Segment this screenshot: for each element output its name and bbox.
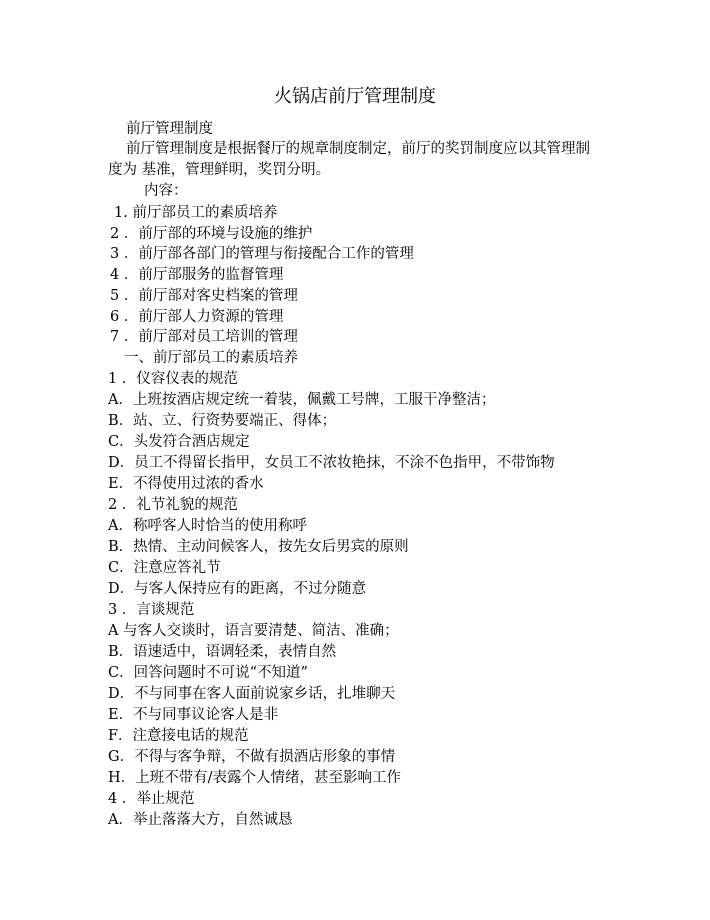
subtitle: 前厅管理制度 [126,121,213,137]
document-title: 火锅店前厅管理制度 [274,86,436,107]
list-item: 4 ．举止规范 [108,791,195,807]
list-item: H．上班不带有/表露个人情绪，甚至影响工作 [108,770,402,786]
toc-item: 4 ．前厅部服务的监督管理 [110,267,284,283]
list-item: C．回答问题时不可说“不知道” [108,665,308,681]
list-item: 2 ．礼节礼貌的规范 [108,497,238,513]
section-heading: 一、前厅部员工的素质培养 [124,350,298,366]
list-item: B．站、立、行资势要端正、得体； [108,413,337,429]
toc-item: 3 ．前厅部各部门的管理与衔接配合工作的管理 [110,246,414,262]
list-item: B．热情、主动问候客人，按先女后男宾的原则 [108,539,409,555]
list-item: B．语速适中，语调轻柔，表情自然 [108,644,337,660]
contents-label: 内容： [144,183,188,199]
list-item: C．注意应答礼节 [108,560,221,576]
intro-paragraph: 前厅管理制度是根据餐厅的规章制度制定，前厅的奖罚制度应以其管理制度为 基准，管理鲜明，奖罚分明。 [108,141,590,178]
list-item: A 与客人交谈时，语言要清楚、简洁、准确； [108,623,399,639]
toc-item: 2 ．前厅部的环境与设施的维护 [110,226,313,242]
list-item: A．举止落落大方，自然诚恳 [108,812,293,828]
list-item: D．不与同事在客人面前说家乡话，扎堆聊天 [108,686,396,702]
list-item: C．头发符合酒店规定 [108,434,250,450]
list-item: A．上班按酒店规定统一着装，佩戴工号牌，工服干净整洁； [108,392,496,408]
list-item: 1 ．仪容仪表的规范 [108,371,238,387]
list-item: E．不与同事议论客人是非 [108,707,279,723]
toc-item: 5 ．前厅部对客史档案的管理 [110,288,298,304]
list-item: G．不得与客争辩，不做有损酒店形象的事情 [108,749,396,765]
list-item: A．称呼客人时恰当的使用称呼 [108,518,307,534]
toc-item: 7 ．前厅部对员工培训的管理 [110,329,298,345]
list-item: D．与客人保持应有的距离，不过分随意 [108,581,367,597]
list-item: 3 ．言谈规范 [108,602,195,618]
list-item: E．不得使用过浓的香水 [108,476,264,492]
list-item: F．注意接电话的规范 [108,728,249,744]
toc-item: 6 ．前厅部人力资源的管理 [110,309,284,325]
toc-item: 1. 前厅部员工的素质培养 [114,205,278,221]
list-item: D．员工不得留长指甲，女员工不浓妆艳抹，不涂不色指甲，不带饰物 [108,455,555,471]
